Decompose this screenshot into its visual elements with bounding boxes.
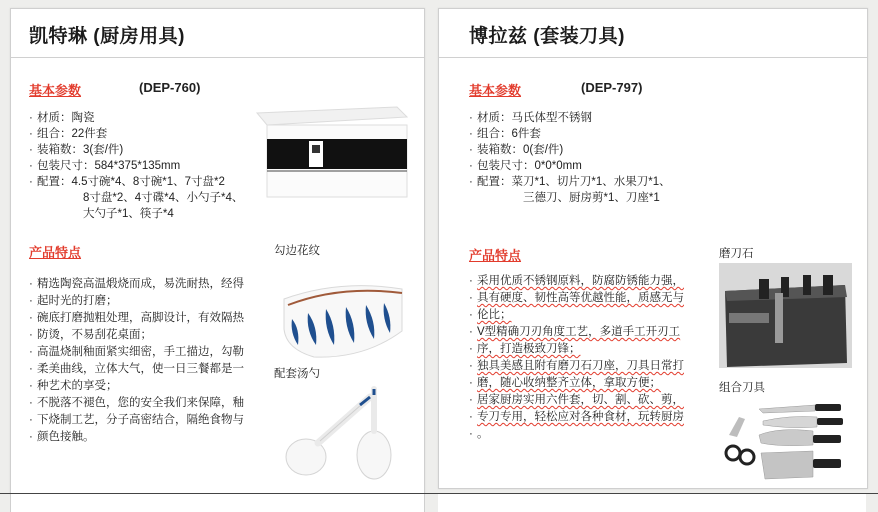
- title-divider: [11, 57, 424, 58]
- spec-packing-count: · 装箱数：0(套/件): [469, 142, 729, 158]
- specs-list: [29, 110, 269, 222]
- caption-bowl: 勾边花纹: [274, 245, 320, 257]
- knife-set-image: [719, 395, 852, 485]
- feature-line: · 伦比；: [469, 307, 719, 324]
- feature-line: · 高温烧制釉面紧实细密，手工描边，勾勒: [29, 344, 279, 361]
- spec-configuration: · 配置：菜刀*1、切片刀*1、水果刀*1、: [469, 174, 729, 190]
- feature-line: · 柔美曲线，立体大气，使一日三餐都是一: [29, 361, 279, 378]
- next-card-edge: [438, 494, 866, 512]
- product-box-image: [249, 97, 412, 207]
- product-card-knives: [438, 8, 868, 489]
- feature-line: · 防烫，不易刮花桌面；: [29, 327, 279, 344]
- feature-line: · V型精确刀刃角度工艺，多道手工开刃工: [469, 324, 719, 341]
- bowl-image: [274, 259, 407, 364]
- feature-line: · 碗底打磨抛粗处理，高脚设计，有效隔热: [29, 310, 279, 327]
- feature-line: · 专刀专用，轻松应对各种食材，玩转厨房: [469, 409, 719, 426]
- feature-line: · 不脱落不褪色，您的安全我们来保障，釉: [29, 395, 279, 412]
- caption-knife-set: 组合刀具: [719, 382, 765, 394]
- feature-line: · 具有硬度、韧性高等优越性能，质感无与: [469, 290, 719, 307]
- spoon-image: [274, 381, 407, 486]
- model-number: (DEP-797): [581, 80, 643, 95]
- spec-package-size: · 包装尺寸：0*0*0mm: [469, 158, 729, 174]
- feature-line: · 。: [469, 426, 719, 443]
- card-title: 凯特琳 (厨房用具): [29, 26, 185, 47]
- feature-line: · 独具美感且附有磨刀石刀座，刀具日常打: [469, 358, 719, 375]
- feature-line: · 采用优质不锈钢原料，防腐防锈能力强，: [469, 273, 719, 290]
- feature-line: · 精选陶瓷高温煅烧而成，易洗耐热，经得: [29, 276, 279, 293]
- spec-material: · 材质：马氏体型不锈钢: [469, 110, 729, 126]
- spec-configuration-cont: 三德刀、厨房剪*1、刀座*1: [523, 192, 660, 204]
- title-divider: [439, 57, 867, 58]
- specs-list: [469, 110, 729, 206]
- card-title: 博拉兹 (套装刀具): [469, 26, 625, 47]
- feature-line: · 磨，随心收纳整齐立体，拿取方便；: [469, 375, 719, 392]
- features-list: [29, 276, 279, 446]
- features-list: [469, 273, 719, 443]
- spec-combination: · 组合：6件套: [469, 126, 729, 142]
- caption-spoon: 配套汤勺: [274, 368, 320, 380]
- feature-line: · 下烧制工艺，分子高密结合，隔绝食物与: [29, 412, 279, 429]
- caption-sharpener: 磨刀石: [719, 248, 754, 260]
- spec-material: · 材质：陶瓷: [29, 110, 269, 126]
- specs-heading: 基本参数: [469, 83, 522, 98]
- feature-line: · 起时光的打磨；: [29, 293, 279, 310]
- feature-line: · 颜色接触。: [29, 429, 279, 446]
- feature-line: · 种艺术的享受；: [29, 378, 279, 395]
- spec-configuration-cont: 8寸盘*2、4寸碟*4、小勺子*4、: [83, 192, 244, 204]
- next-card-edge: [10, 494, 425, 512]
- feature-line: · 序，打造极致刀锋；: [469, 341, 719, 358]
- spec-configuration: · 配置：4.5寸碗*4、8寸碗*1、7寸盘*2: [29, 174, 269, 190]
- features-heading: 产品特点: [469, 248, 522, 263]
- spec-configuration-cont: 大勺子*1、筷子*4: [83, 208, 174, 220]
- feature-line: · 居家厨房实用六件套，切、割、砍、剪，: [469, 392, 719, 409]
- features-heading: 产品特点: [29, 245, 82, 260]
- spec-package-size: · 包装尺寸：584*375*135mm: [29, 158, 269, 174]
- product-card-ceramic: [10, 8, 425, 494]
- spec-combination: · 组合：22件套: [29, 126, 269, 142]
- model-number: (DEP-760): [139, 80, 201, 95]
- specs-heading: 基本参数: [29, 83, 82, 98]
- knife-block-image: [719, 263, 852, 368]
- spec-packing-count: · 装箱数：3(套/件): [29, 142, 269, 158]
